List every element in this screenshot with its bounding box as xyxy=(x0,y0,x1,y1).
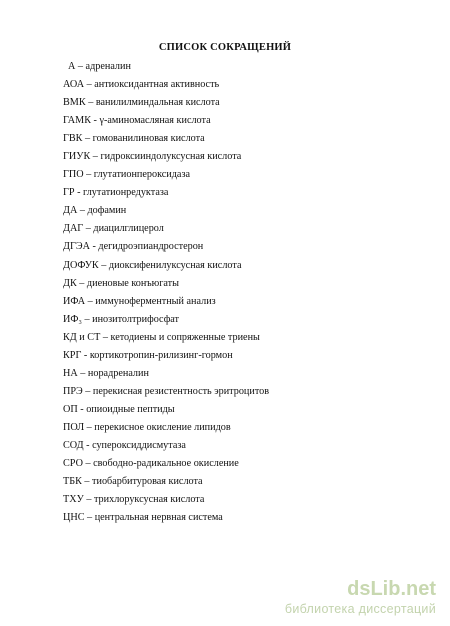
list-item: ДОФУК – диоксифенилуксусная кислота xyxy=(63,259,242,271)
list-item: ГР - глутатионредуктаза xyxy=(63,187,169,199)
list-item: ВМК – ванилилминдальная кислота xyxy=(63,97,220,109)
list-item: ЦНС – центральная нервная система xyxy=(63,512,223,524)
watermark-logo: dsLib.net xyxy=(347,578,436,600)
watermark xyxy=(246,578,436,618)
list-item: ТХУ – трихлоруксусная кислота xyxy=(63,494,205,506)
watermark-subtitle: библиотека диссертаций xyxy=(284,602,436,616)
list-item: КД и СТ – кетодиены и сопряженные триены xyxy=(63,331,260,343)
page-title: СПИСОК СОКРАЩЕНИЙ xyxy=(158,42,292,53)
list-item: СОД - супероксиддисмутаза xyxy=(63,439,186,451)
list-item: ИФА – иммуноферментный анализ xyxy=(63,295,216,307)
list-item: ГИУК – гидроксииндолуксусная кислота xyxy=(63,151,242,163)
list-item: АОА – антиоксидантная активность xyxy=(63,79,220,91)
list-item: НА – норадреналин xyxy=(63,367,149,379)
list-item: ДА – дофамин xyxy=(63,205,127,217)
list-item: ПРЭ – перекисная резистентность эритроцитов xyxy=(63,385,270,397)
list-item: ПОЛ – перекисное окисление липидов xyxy=(63,421,231,433)
list-item: ГПО – глутатионпероксидаза xyxy=(63,169,190,181)
abbreviation-list xyxy=(63,58,269,527)
list-item: ТБК – тиобарбитуровая кислота xyxy=(63,476,203,488)
list-item: ГАМК - γ-аминомасляная кислота xyxy=(63,115,211,127)
list-item: ОП - опиоидные пептиды xyxy=(63,403,175,415)
list-item: СРО – свободно-радикальное окисление xyxy=(63,458,239,470)
list-item: КРГ - кортикотропин-рилизинг-гормон xyxy=(63,349,233,361)
list-item: А – адреналин xyxy=(68,61,131,72)
list-item: ДК – диеновые конъюгаты xyxy=(63,277,179,289)
list-item: ГВК – гомованилиновая кислота xyxy=(63,133,205,145)
list-item: ДГЭА - дегидроэпиандростерон xyxy=(63,241,204,253)
list-item: ИФ₃ – инозитолтрифосфат xyxy=(63,313,180,325)
list-item: ДАГ – диацилглицерол xyxy=(63,223,164,235)
